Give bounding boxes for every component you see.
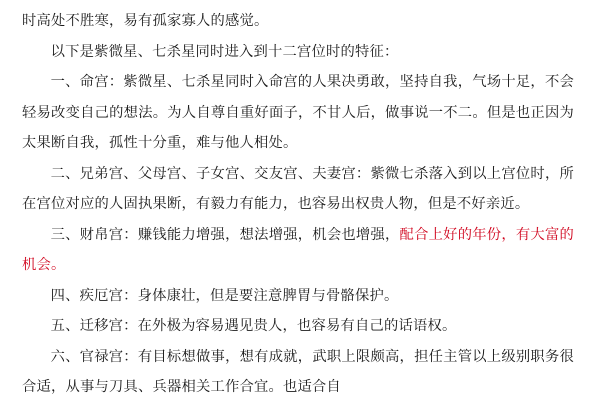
paragraph — [22, 281, 574, 312]
paragraph — [22, 311, 574, 342]
text-run: 一、命宫：紫微星、七杀星同时入命宫的人果决勇敢，坚持自我，气场十足，不会轻易改变自己的想法。为人自尊自重好面子，不甘人后，做事说一不二。但是也正因为太果断自我，孤性十分重，难与他人相处。 — [22, 74, 574, 151]
text-run: 三、财帛宫：赚钱能力增强，想法增强，机会也增强， — [50, 226, 400, 243]
text-run: 五、迁移宫：在外极为容易遇见贵人，也容易有自己的话语权。 — [50, 318, 457, 334]
text-run: 四、疾厄宫：身体康壮，但是要注意脾胃与骨骼保护。 — [50, 287, 399, 304]
paragraph — [22, 159, 574, 220]
paragraph — [22, 67, 574, 159]
text-run: 二、兄弟宫、父母宫、子女宫、交友宫、夫妻宫：紫微七杀落入到以上宫位时，所在宫位对应的人固执果断，有毅力有能力，也容易出权贵人物，但是不好亲近。 — [22, 165, 574, 212]
paragraph — [22, 220, 574, 281]
paragraph — [22, 342, 574, 403]
text-run: 六、官禄宫：有目标想做事，想有成就，武职上限颇高，担任主管以上级别职务很合适，从事与刀具、兵器相关工作合宜。也适合自 — [22, 348, 574, 395]
document-body — [22, 6, 574, 403]
text-run: 时高处不胜寒，易有孤家寡人的感觉。 — [22, 13, 269, 29]
paragraph — [22, 6, 574, 37]
paragraph — [22, 37, 574, 68]
highlighted-text-run: 配合上好的年份，有大富的机会。 — [22, 226, 574, 273]
text-run: 以下是紫微星、七杀星同时进入到十二宫位时的特征： — [50, 43, 399, 60]
